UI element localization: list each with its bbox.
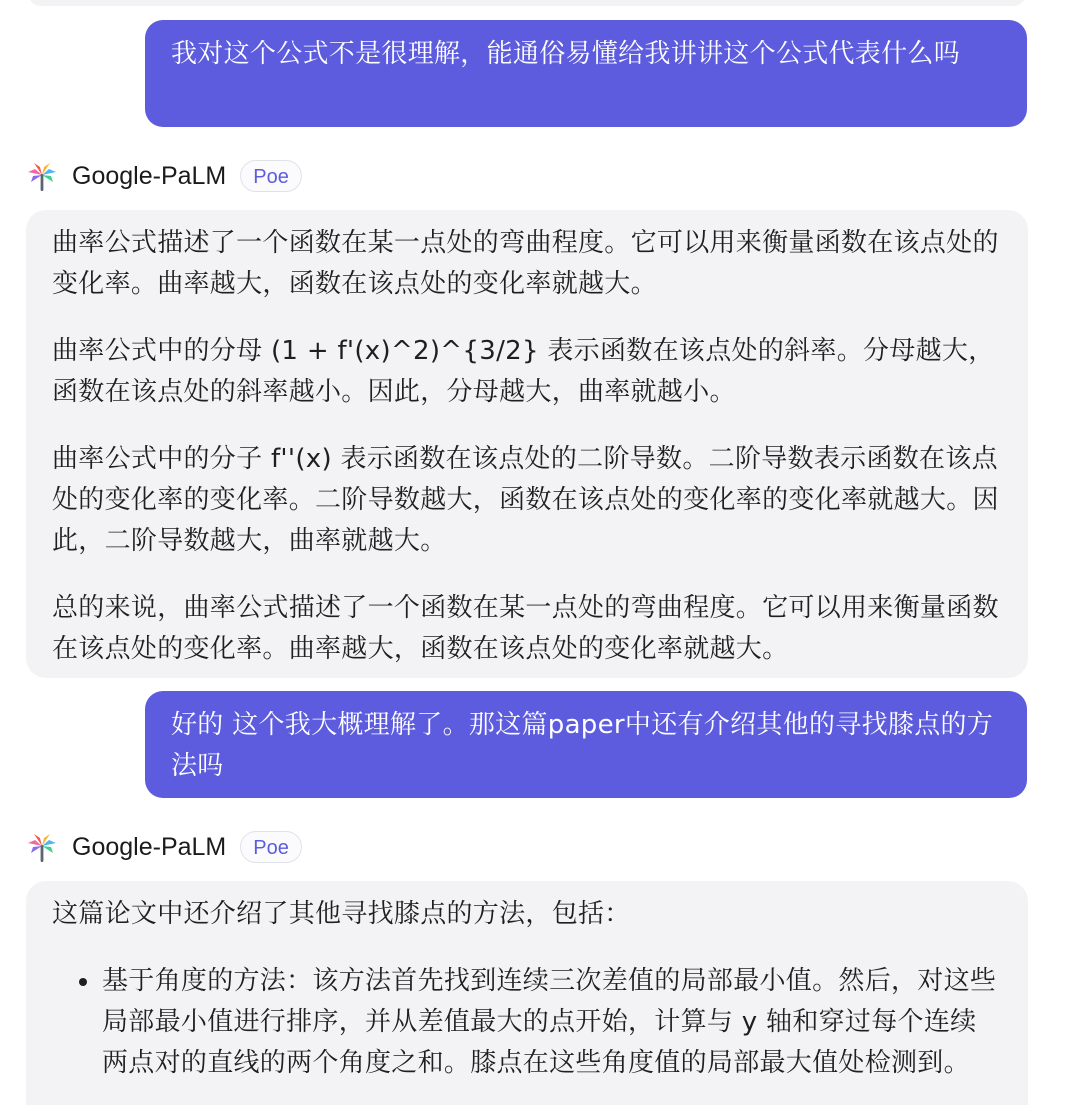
bot-paragraph: 曲率公式中的分子 f''(x) 表示函数在该点处的二阶导数。二阶导数表示函数在该点处的变化率的变化率。二阶导数越大，函数在该点处的变化率的变化率就越大。因此，二阶导数越大，曲率就越大。 <box>52 444 999 556</box>
bot-paragraph: 曲率公式描述了一个函数在某一点处的弯曲程度。它可以用来衡量函数在该点处的变化率。曲率越大，函数在该点处的变化率就越大。 <box>52 228 999 299</box>
bot-header <box>24 158 302 194</box>
poe-badge: Poe <box>240 160 302 192</box>
user-message-text: 好的 这个我大概理解了。那这篇paper中还有介绍其他的寻找膝点的方法吗 <box>171 710 994 781</box>
bot-paragraph: 这篇论文中还介绍了其他寻找膝点的方法，包括： <box>52 899 631 929</box>
bot-name[interactable]: Google-PaLM <box>72 832 227 861</box>
palm-tree-logo-icon <box>24 829 60 865</box>
bot-message <box>26 881 1028 1105</box>
bot-message <box>26 210 1028 678</box>
bot-header <box>24 829 302 865</box>
poe-badge: Poe <box>240 831 302 863</box>
previous-message-tail <box>28 0 1026 6</box>
bot-name[interactable]: Google-PaLM <box>72 161 227 190</box>
palm-tree-logo-icon <box>24 158 60 194</box>
bot-paragraph: 总的来说，曲率公式描述了一个函数在某一点处的弯曲程度。它可以用来衡量函数在该点处的变化率。曲率越大，函数在该点处的变化率就越大。 <box>52 593 999 664</box>
user-message <box>145 691 1027 798</box>
user-message-text: 我对这个公式不是很理解，能通俗易懂给我讲讲这个公式代表什么吗 <box>171 39 961 69</box>
list-item: 基于角度的方法：该方法首先找到连续三次差值的局部最小值。然后，对这些局部最小值进行排序，并从差值最大的点开始，计算与 y 轴和穿过每个连续两点对的直线的两个角度之和。膝点在这些角度值的局部最大值处检测到。 <box>102 961 1002 1084</box>
user-message <box>145 20 1027 127</box>
bot-paragraph: 曲率公式中的分母 (1 + f'(x)^2)^{3/2} 表示函数在该点处的斜率。分母越大，函数在该点处的斜率越小。因此，分母越大，曲率就越小。 <box>52 336 995 407</box>
bot-bullet-list <box>52 961 1002 1084</box>
